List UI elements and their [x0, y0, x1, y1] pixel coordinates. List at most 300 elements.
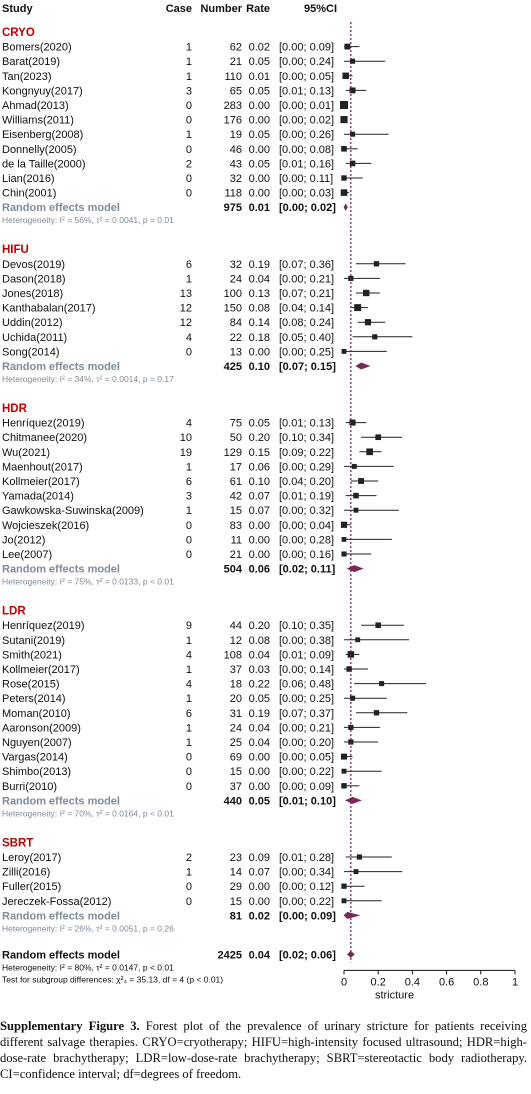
- cryo-row-2-number: 110: [224, 70, 242, 83]
- cryo-row-9-study: Lian(2016): [2, 173, 55, 185]
- cryo-row-9-case: 0: [185, 173, 192, 185]
- cryo-row-3-number: 65: [229, 85, 242, 98]
- cryo-row-10-square: [341, 189, 348, 196]
- ldr-row-6-case: 6: [185, 707, 192, 720]
- hdr-row-9-square: [341, 551, 346, 556]
- hifu-row-1-rate: 0.04: [248, 273, 270, 286]
- cryo-row-2-study: Tan(2023): [2, 70, 52, 83]
- hifu-row-1-study: Dason(2018): [2, 273, 66, 286]
- ldr-row-8-rate: 0.04: [248, 737, 270, 749]
- hdr-row-0-case: 4: [185, 417, 192, 430]
- hifu-row-0-square: [374, 261, 379, 266]
- sbrt-row-1-study: Zilli(2016): [2, 866, 51, 879]
- hdr-row-1-number: 50: [229, 432, 242, 445]
- cryo-row-0-square: [344, 44, 350, 50]
- cryo-row-0-case: 1: [185, 41, 192, 54]
- ldr-row-4-ci: [0.06; 0.48]: [279, 678, 335, 691]
- hdr-row-8-case: 0: [185, 534, 192, 547]
- cryo-model-rate: 0.01: [248, 202, 270, 215]
- hifu-row-2-rate: 0.13: [248, 288, 270, 300]
- sbrt-model-diamond: [344, 912, 359, 918]
- ldr-row-11-case: 0: [185, 780, 192, 793]
- hdr-row-5-study: Yamada(2014): [2, 490, 74, 503]
- sbrt-row-2-square: [341, 884, 346, 889]
- cryo-row-3-ci: [0.01; 0.13]: [279, 85, 335, 98]
- cryo-row-4-study: Ahmad(2013): [2, 100, 69, 112]
- hifu-row-2-study: Jones(2018): [2, 288, 64, 300]
- ldr-row-5-rate: 0.05: [248, 693, 270, 706]
- cryo-model-number: 975: [223, 202, 242, 215]
- hifu-row-2-number: 100: [223, 288, 242, 300]
- sbrt-row-0-ci: [0.01; 0.28]: [279, 852, 335, 864]
- hdr-row-0-number: 75: [229, 417, 242, 430]
- hifu-row-6-study: Song(2014): [2, 346, 60, 359]
- cryo-row-6-case: 1: [185, 129, 192, 142]
- hifu-model-diamond: [356, 363, 370, 369]
- hdr-row-0-ci: [0.01; 0.13]: [279, 417, 335, 430]
- cryo-row-9-number: 32: [229, 173, 242, 185]
- cryo-model-diamond: [344, 204, 347, 210]
- cryo-row-0-rate: 0.02: [248, 41, 270, 54]
- hifu-row-5-ci: [0.05; 0.40]: [279, 331, 335, 344]
- cryo-row-1-ci: [0.00; 0.24]: [279, 56, 335, 69]
- header-rate: Rate: [246, 3, 270, 15]
- ldr-row-2-study: Smith(2021): [2, 649, 62, 662]
- hdr-row-3-case: 1: [185, 461, 192, 474]
- ldr-row-11-square: [341, 783, 346, 788]
- cryo-row-7-number: 46: [229, 143, 242, 156]
- hdr-row-3-square: [352, 464, 357, 469]
- ldr-row-11-study: Burri(2010): [2, 780, 58, 793]
- figure-caption: [0, 1018, 527, 1082]
- hifu-row-6-square: [342, 349, 347, 354]
- cryo-row-2-rate: 0.01: [248, 70, 270, 83]
- cryo-row-1-number: 21: [229, 56, 242, 69]
- cryo-row-6-ci: [0.00; 0.26]: [279, 129, 335, 142]
- x-tick-label-4: 0.8: [473, 976, 489, 989]
- hifu-row-0-ci: [0.07; 0.36]: [279, 258, 335, 271]
- hdr-row-9-number: 21: [229, 549, 242, 561]
- hdr-row-4-rate: 0.10: [248, 476, 270, 488]
- sbrt-heterogeneity: Heterogeneity: I² = 26%, τ² = 0.0051, p = 0.26: [2, 923, 174, 934]
- cryo-row-3-study: Kongnyuy(2017): [2, 85, 83, 98]
- hifu-model-number: 425: [223, 361, 242, 373]
- hdr-row-6-square: [354, 508, 359, 513]
- ldr-row-1-number: 12: [229, 634, 242, 647]
- hdr-row-8-number: 11: [230, 534, 242, 547]
- cryo-row-5-rate: 0.00: [248, 114, 270, 127]
- ldr-row-9-number: 69: [229, 751, 242, 764]
- cryo-row-5-study: Williams(2011): [2, 114, 74, 127]
- x-tick-label-1: 0.2: [370, 976, 386, 989]
- ldr-row-3-number: 37: [229, 664, 242, 676]
- cryo-row-4-square: [340, 101, 348, 109]
- cryo-model-ci: [0.00; 0.02]: [279, 202, 336, 215]
- cryo-row-7-rate: 0.00: [248, 143, 270, 156]
- ldr-row-6-ci: [0.07; 0.37]: [279, 707, 335, 720]
- hifu-row-4-ci: [0.08; 0.24]: [279, 317, 335, 330]
- ldr-row-0-case: 9: [185, 620, 192, 633]
- ldr-row-2-rate: 0.04: [248, 649, 270, 662]
- ldr-row-8-number: 25: [229, 737, 242, 749]
- cryo-row-5-square: [340, 116, 347, 123]
- ldr-row-7-number: 24: [229, 722, 242, 735]
- ldr-row-7-study: Aaronson(2009): [2, 722, 81, 735]
- sbrt-model-rate: 0.02: [248, 910, 270, 923]
- hdr-row-9-study: Lee(2007): [2, 549, 53, 561]
- ldr-row-8-ci: [0.00; 0.20]: [279, 737, 335, 749]
- ldr-heterogeneity: Heterogeneity: I² = 70%, τ² = 0.0164, p < 0.01: [2, 808, 174, 819]
- cryo-model-label: Random effects model: [2, 202, 120, 215]
- cryo-row-9-square: [341, 175, 346, 180]
- ldr-row-5-study: Peters(2014): [2, 693, 66, 706]
- sbrt-row-3-ci: [0.00; 0.22]: [279, 895, 335, 908]
- sbrt-model-ci: [0.00; 0.09]: [279, 910, 336, 923]
- hdr-row-7-study: Wojcieszek(2016): [2, 519, 90, 532]
- cryo-row-7-study: Donnelly(2005): [2, 143, 77, 156]
- header-case: Case: [165, 3, 192, 15]
- cryo-row-1-rate: 0.05: [248, 56, 270, 69]
- hifu-row-2-ci: [0.07; 0.21]: [279, 288, 335, 300]
- hifu-row-3-case: 12: [179, 302, 192, 315]
- hdr-row-9-rate: 0.00: [248, 549, 270, 561]
- cryo-row-0-study: Bomers(2020): [2, 41, 72, 54]
- ldr-row-6-number: 31: [229, 707, 242, 720]
- ldr-row-0-rate: 0.20: [248, 620, 270, 633]
- sbrt-model-number: 81: [229, 910, 242, 923]
- hifu-row-1-number: 24: [229, 273, 242, 286]
- ldr-row-8-case: 1: [185, 737, 192, 749]
- hdr-row-6-case: 1: [185, 505, 192, 518]
- hdr-row-5-rate: 0.07: [248, 490, 270, 503]
- ldr-row-7-rate: 0.04: [248, 722, 270, 735]
- ldr-row-4-square: [379, 681, 384, 686]
- sbrt-row-0-square: [357, 854, 362, 859]
- ldr-row-11-number: 37: [229, 780, 242, 793]
- x-tick-label-3: 0.6: [438, 976, 455, 989]
- sbrt-row-0-case: 2: [185, 852, 192, 864]
- overall-number: 2425: [217, 949, 242, 962]
- cryo-row-7-ci: [0.00; 0.08]: [279, 143, 335, 156]
- hifu-row-0-study: Devos(2019): [2, 258, 65, 271]
- hifu-row-5-case: 4: [185, 331, 192, 344]
- hdr-row-5-number: 42: [229, 490, 242, 503]
- cryo-row-5-ci: [0.00; 0.02]: [279, 114, 335, 127]
- hdr-row-7-square: [341, 522, 347, 528]
- ldr-row-11-ci: [0.00; 0.09]: [279, 780, 335, 793]
- cryo-row-4-ci: [0.00; 0.01]: [279, 100, 335, 112]
- sbrt-row-1-square: [354, 869, 359, 874]
- cryo-row-3-case: 3: [185, 85, 192, 98]
- hdr-row-9-ci: [0.00; 0.16]: [279, 549, 335, 561]
- hifu-row-6-case: 0: [185, 346, 192, 359]
- hifu-row-5-study: Uchida(2011): [2, 331, 68, 344]
- ldr-row-5-number: 20: [229, 693, 242, 706]
- ldr-row-6-study: Moman(2010): [2, 707, 71, 720]
- cryo-row-3-rate: 0.05: [248, 85, 270, 98]
- sbrt-row-2-number: 29: [229, 881, 242, 894]
- cryo-row-5-case: 0: [185, 114, 192, 127]
- cryo-row-6-study: Eisenberg(2008): [2, 129, 84, 142]
- hdr-row-9-case: 0: [185, 549, 192, 561]
- x-tick-label-0: 0: [340, 976, 348, 989]
- hdr-row-8-square: [342, 537, 347, 542]
- hdr-model-number: 504: [223, 563, 242, 576]
- ldr-row-11-rate: 0.00: [248, 780, 270, 793]
- ldr-row-1-ci: [0.00; 0.38]: [279, 634, 335, 647]
- overall-model-label: Random effects model: [2, 949, 120, 962]
- hdr-row-3-rate: 0.06: [248, 461, 270, 474]
- cryo-row-6-number: 19: [229, 129, 242, 142]
- cryo-row-8-ci: [0.01; 0.16]: [279, 158, 335, 171]
- hdr-row-8-study: Jo(2012): [2, 534, 46, 547]
- hdr-row-6-study: Gawkowska-Suwinska(2009): [2, 505, 144, 518]
- ldr-row-7-case: 1: [185, 722, 192, 735]
- group-title-sbrt: SBRT: [2, 837, 34, 850]
- ldr-row-1-square: [355, 637, 360, 642]
- sbrt-row-0-number: 23: [229, 852, 242, 864]
- hdr-row-2-study: Wu(2021): [2, 446, 51, 459]
- ldr-row-9-rate: 0.00: [248, 751, 270, 764]
- header-study: Study: [2, 3, 33, 15]
- group-title-hifu: HIFU: [2, 244, 29, 257]
- cryo-row-9-ci: [0.00; 0.11]: [279, 173, 334, 185]
- ldr-model-ci: [0.01; 0.10]: [279, 795, 336, 808]
- cryo-row-8-case: 2: [185, 158, 192, 171]
- header-ci: 95%CI: [304, 3, 338, 15]
- ldr-row-6-square: [374, 710, 379, 715]
- hdr-row-0-study: Henríquez(2019): [2, 417, 85, 430]
- x-axis-label: stricture: [374, 989, 415, 1002]
- sbrt-row-2-study: Fuller(2015): [2, 881, 62, 894]
- ldr-row-5-case: 1: [185, 693, 192, 706]
- hdr-row-7-case: 0: [185, 519, 192, 532]
- ldr-row-3-rate: 0.03: [248, 664, 270, 676]
- hdr-row-5-square: [353, 493, 359, 499]
- sbrt-row-2-ci: [0.00; 0.12]: [279, 881, 335, 894]
- ldr-row-8-study: Nguyen(2007): [2, 737, 72, 749]
- hifu-row-1-case: 1: [185, 273, 192, 286]
- sbrt-row-0-rate: 0.09: [248, 852, 270, 864]
- x-tick-label-5: 1: [511, 976, 519, 989]
- hifu-row-0-case: 6: [185, 258, 192, 271]
- hifu-row-6-ci: [0.00; 0.25]: [279, 346, 335, 359]
- sbrt-row-2-rate: 0.00: [248, 881, 270, 894]
- group-title-cryo: CRYO: [2, 27, 35, 39]
- ldr-row-6-rate: 0.19: [248, 707, 270, 720]
- hifu-row-4-rate: 0.14: [248, 317, 270, 330]
- cryo-row-5-number: 176: [223, 114, 242, 127]
- hifu-row-5-square: [372, 334, 377, 339]
- sbrt-row-3-study: Jereczek-Fossa(2012): [2, 895, 112, 908]
- sbrt-row-3-rate: 0.00: [248, 895, 270, 908]
- hifu-row-4-number: 84: [229, 317, 242, 330]
- cryo-row-2-ci: [0.00; 0.05]: [279, 70, 335, 83]
- hdr-row-7-number: 83: [229, 519, 242, 532]
- cryo-heterogeneity: Heterogeneity: I² = 56%, τ² = 0.0041, p = 0.01: [2, 215, 174, 226]
- hdr-row-4-study: Kollmeier(2017): [2, 476, 80, 488]
- cryo-row-7-square: [341, 146, 347, 152]
- ldr-row-10-square: [342, 769, 347, 774]
- cryo-row-0-ci: [0.00; 0.09]: [279, 41, 335, 54]
- ldr-row-0-square: [375, 622, 381, 628]
- hifu-model-label: Random effects model: [2, 361, 120, 373]
- cryo-row-4-number: 283: [223, 100, 242, 112]
- ldr-row-0-number: 44: [229, 620, 242, 633]
- hdr-row-2-ci: [0.09; 0.22]: [279, 446, 335, 459]
- hdr-row-2-number: 129: [223, 446, 242, 459]
- caption-text: Forest plot of the prevalence of urinary stricture for patients receiving different salvage therapies. CRYO=cryotherapy; HIFU=high-intensity focused ultrasound; HDR=high-dose-rate brachytherapy; LDR=low-dose-rate brachytherapy; SBRT=stereotactic body radiotherapy. CI=confidence interval; df=degrees of freedom.: [0, 1019, 527, 1081]
- hdr-row-6-rate: 0.07: [248, 505, 270, 518]
- cryo-row-8-rate: 0.05: [248, 158, 270, 171]
- cryo-row-4-case: 0: [185, 100, 192, 112]
- ldr-row-3-ci: [0.00; 0.14]: [279, 664, 335, 676]
- sbrt-row-1-case: 1: [185, 866, 192, 879]
- ldr-row-10-rate: 0.00: [248, 766, 270, 779]
- ldr-row-2-case: 4: [185, 649, 192, 662]
- ldr-row-10-case: 0: [185, 766, 192, 779]
- hifu-model-ci: [0.07; 0.15]: [279, 361, 336, 373]
- cryo-row-10-ci: [0.00; 0.03]: [279, 187, 335, 200]
- overall-rate: 0.04: [248, 949, 270, 962]
- hdr-model-label: Random effects model: [2, 563, 120, 576]
- hdr-row-1-study: Chitmanee(2020): [2, 432, 87, 445]
- hifu-row-4-study: Uddin(2012): [2, 317, 63, 330]
- hdr-row-4-case: 6: [185, 476, 192, 488]
- hdr-row-8-ci: [0.00; 0.28]: [279, 534, 335, 547]
- overall-heterogeneity: Heterogeneity: I² = 80%, τ² = 0.0147, p < 0.01: [2, 962, 174, 973]
- hdr-model-rate: 0.06: [248, 563, 270, 576]
- hifu-row-3-ci: [0.04; 0.14]: [279, 302, 335, 315]
- hdr-row-1-case: 10: [179, 432, 192, 445]
- sbrt-row-3-number: 15: [229, 895, 242, 908]
- ldr-row-9-case: 0: [185, 751, 192, 764]
- ldr-row-10-ci: [0.00; 0.22]: [279, 766, 335, 779]
- hdr-row-3-ci: [0.00; 0.29]: [279, 461, 335, 474]
- hdr-row-6-ci: [0.00; 0.32]: [279, 505, 335, 518]
- ldr-row-1-study: Sutani(2019): [2, 634, 65, 647]
- cryo-row-2-square: [342, 73, 348, 79]
- group-title-hdr: HDR: [2, 403, 27, 415]
- cryo-row-10-study: Chin(2001): [2, 187, 57, 200]
- ldr-row-0-ci: [0.10; 0.35]: [279, 620, 335, 633]
- hifu-model-rate: 0.10: [248, 361, 270, 373]
- hdr-row-1-square: [375, 434, 381, 440]
- group-title-ldr: LDR: [2, 605, 26, 618]
- hdr-model-diamond: [347, 565, 362, 571]
- subgroup-test: Test for subgroup differences: χ²₄ = 35.13, df = 4 (p < 0.01): [2, 974, 224, 985]
- ldr-row-9-ci: [0.00; 0.05]: [279, 751, 335, 764]
- sbrt-row-1-rate: 0.07: [248, 866, 270, 879]
- cryo-row-2-case: 1: [185, 70, 192, 83]
- hifu-row-6-number: 13: [229, 346, 242, 359]
- ldr-row-5-ci: [0.00; 0.25]: [279, 693, 335, 706]
- cryo-row-4-rate: 0.00: [248, 100, 270, 112]
- hdr-row-6-number: 15: [229, 505, 242, 518]
- cryo-row-10-rate: 0.00: [248, 187, 270, 200]
- cryo-row-9-rate: 0.00: [248, 173, 270, 185]
- hifu-row-3-rate: 0.08: [248, 302, 270, 315]
- hifu-row-0-number: 32: [229, 258, 242, 271]
- hdr-heterogeneity: Heterogeneity: I² = 75%, τ² = 0.0133, p < 0.01: [2, 576, 174, 587]
- hdr-row-4-square: [358, 478, 364, 484]
- overall-ci: [0.02; 0.06]: [279, 949, 336, 962]
- ldr-row-9-study: Vargas(2014): [2, 751, 68, 764]
- hdr-row-3-number: 17: [229, 461, 242, 474]
- hifu-row-0-rate: 0.19: [248, 258, 270, 271]
- hdr-model-ci: [0.02; 0.11]: [279, 563, 336, 576]
- hifu-row-2-square: [363, 290, 369, 296]
- ldr-row-10-study: Shimbo(2013): [2, 766, 72, 779]
- ldr-row-9-square: [341, 754, 347, 760]
- hdr-row-5-case: 3: [185, 490, 192, 503]
- ldr-row-1-rate: 0.08: [248, 634, 270, 647]
- sbrt-row-0-study: Leroy(2017): [2, 852, 62, 864]
- ldr-row-2-number: 108: [223, 649, 242, 662]
- cryo-row-1-study: Barat(2019): [2, 56, 61, 69]
- hifu-heterogeneity: Heterogeneity: I² = 34%, τ² = 0.0014, p = 0.17: [2, 374, 174, 384]
- hdr-row-7-rate: 0.00: [248, 519, 270, 532]
- sbrt-row-2-case: 0: [185, 881, 192, 894]
- hifu-row-2-case: 13: [179, 288, 192, 300]
- cryo-row-8-number: 43: [229, 158, 242, 171]
- hdr-row-1-rate: 0.20: [248, 432, 270, 445]
- hdr-row-7-ci: [0.00; 0.04]: [279, 519, 335, 532]
- hifu-row-5-number: 22: [229, 331, 242, 344]
- hdr-row-4-number: 61: [229, 476, 242, 488]
- ldr-row-0-study: Henríquez(2019): [2, 620, 85, 633]
- hdr-row-2-square: [366, 448, 373, 455]
- cryo-row-10-number: 118: [224, 187, 242, 200]
- ldr-row-2-ci: [0.01; 0.09]: [279, 649, 335, 662]
- hifu-row-1-ci: [0.00; 0.21]: [279, 273, 335, 286]
- sbrt-model-label: Random effects model: [2, 910, 120, 923]
- hifu-row-4-case: 12: [179, 317, 192, 330]
- ldr-row-10-number: 15: [229, 766, 242, 779]
- ldr-model-rate: 0.05: [248, 795, 270, 808]
- hdr-row-8-rate: 0.00: [248, 534, 270, 547]
- sbrt-row-3-square: [342, 898, 347, 903]
- x-tick-label-2: 0.4: [404, 976, 421, 989]
- ldr-row-3-study: Kollmeier(2017): [2, 664, 80, 676]
- hdr-row-2-case: 19: [179, 446, 192, 459]
- caption-label: Supplementary Figure 3.: [0, 1019, 140, 1033]
- ldr-row-4-study: Rose(2015): [2, 678, 60, 691]
- hifu-row-6-rate: 0.00: [248, 346, 270, 359]
- hdr-row-0-rate: 0.05: [248, 417, 270, 430]
- hifu-row-3-study: Kanthabalan(2017): [2, 302, 96, 315]
- ldr-row-3-case: 1: [185, 664, 192, 676]
- hifu-row-3-square: [354, 304, 361, 311]
- hdr-row-5-ci: [0.01; 0.19]: [279, 490, 335, 503]
- hifu-row-5-rate: 0.18: [248, 331, 270, 344]
- cryo-row-6-rate: 0.05: [248, 129, 270, 142]
- ldr-row-1-case: 1: [185, 634, 192, 647]
- sbrt-row-3-case: 0: [185, 895, 192, 908]
- sbrt-row-1-number: 14: [229, 866, 242, 879]
- hdr-row-1-ci: [0.10; 0.34]: [279, 432, 335, 445]
- sbrt-row-1-ci: [0.00; 0.34]: [279, 866, 335, 879]
- ldr-row-4-number: 18: [229, 678, 242, 691]
- ldr-row-4-rate: 0.22: [248, 678, 270, 691]
- cryo-row-10-case: 0: [185, 187, 192, 200]
- hifu-row-4-square: [365, 319, 371, 325]
- hifu-row-3-number: 150: [223, 302, 242, 315]
- cryo-row-0-number: 62: [229, 41, 242, 54]
- cryo-row-7-case: 0: [185, 143, 192, 156]
- header-number: Number: [200, 3, 242, 15]
- hdr-row-2-rate: 0.15: [248, 446, 270, 459]
